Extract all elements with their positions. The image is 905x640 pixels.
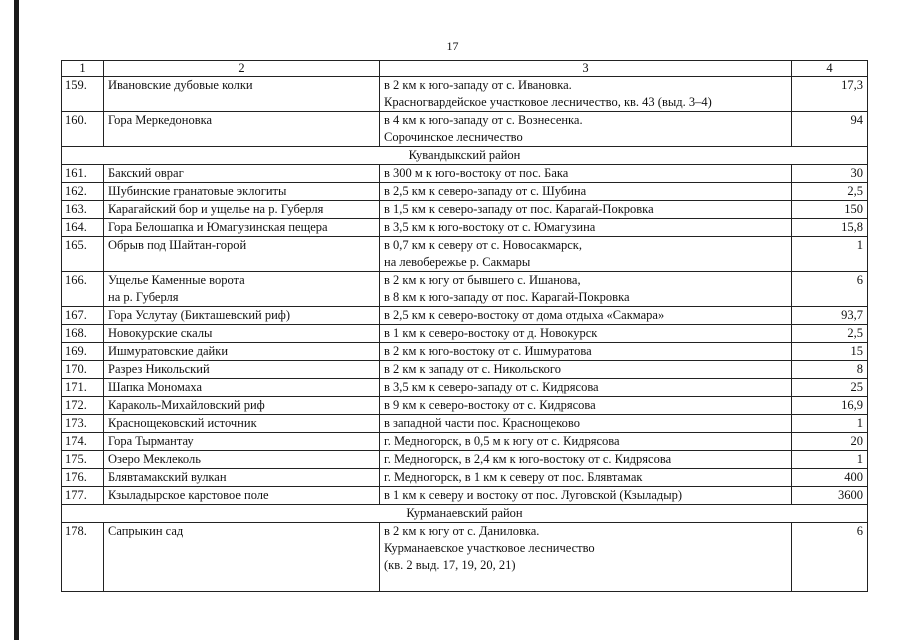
- row-number: 170.: [62, 361, 104, 379]
- row-number: 168.: [62, 325, 104, 343]
- location-description-cell: [380, 77, 792, 112]
- monument-name-cell: [104, 379, 380, 397]
- row-number: 178.: [62, 523, 104, 592]
- monument-name-cell: [104, 343, 380, 361]
- area-value: 93,7: [792, 307, 868, 325]
- location-description-cell: [380, 112, 792, 147]
- monument-name-cell: [104, 415, 380, 433]
- location-description-cell: [380, 343, 792, 361]
- area-value: 400: [792, 469, 868, 487]
- table-row: [62, 343, 868, 361]
- location-description-line: г. Медногорск, в 2,4 км к юго-востоку от с. Кидрясова: [384, 452, 672, 466]
- location-description-line: в 9 км к северо-востоку от с. Кидрясова: [384, 398, 596, 412]
- row-number: 172.: [62, 397, 104, 415]
- monument-name-cell: [104, 77, 380, 112]
- row-number: 173.: [62, 415, 104, 433]
- monument-name-cell: [104, 397, 380, 415]
- location-description-cell: [380, 325, 792, 343]
- table-row: [62, 237, 868, 272]
- area-value: 25: [792, 379, 868, 397]
- table-row: [62, 201, 868, 219]
- location-description-cell: [380, 201, 792, 219]
- monument-name-line: Кзыладырское карстовое поле: [108, 488, 269, 502]
- monument-name-cell: [104, 165, 380, 183]
- monument-name-cell: [104, 183, 380, 201]
- area-value: 1: [792, 415, 868, 433]
- monument-name-line: Ивановские дубовые колки: [108, 78, 253, 92]
- area-value: 2,5: [792, 325, 868, 343]
- location-description-cell: [380, 183, 792, 201]
- district-title: Курманаевский район: [62, 505, 868, 523]
- row-number: 167.: [62, 307, 104, 325]
- area-value: 17,3: [792, 77, 868, 112]
- row-number: 169.: [62, 343, 104, 361]
- row-number: 164.: [62, 219, 104, 237]
- area-value: 15: [792, 343, 868, 361]
- monument-name-cell: [104, 272, 380, 307]
- monument-name-cell: [104, 325, 380, 343]
- location-description-line: в 2 км к югу от бывшего с. Ишанова,: [384, 273, 581, 287]
- area-value: 6: [792, 523, 868, 592]
- location-description-cell: [380, 433, 792, 451]
- table-row: [62, 415, 868, 433]
- area-value: 2,5: [792, 183, 868, 201]
- table-row: [62, 361, 868, 379]
- area-value: 1: [792, 237, 868, 272]
- location-description-line: в западной части пос. Краснощеково: [384, 416, 580, 430]
- row-number: 162.: [62, 183, 104, 201]
- area-value: 3600: [792, 487, 868, 505]
- district-section-row: [62, 505, 868, 523]
- location-description-line: на левобережье р. Сакмары: [384, 255, 531, 269]
- location-description-cell: [380, 523, 792, 592]
- location-description-line: Красногвардейское участковое лесничество, кв. 43 (выд. 3–4): [384, 95, 712, 109]
- location-description-line: Сорочинское лесничество: [384, 130, 523, 144]
- table-row: [62, 397, 868, 415]
- location-description-cell: [380, 219, 792, 237]
- monument-name-line: Ущелье Каменные ворота: [108, 273, 245, 287]
- column-header: 4: [792, 61, 868, 77]
- row-number: 177.: [62, 487, 104, 505]
- row-number: 163.: [62, 201, 104, 219]
- column-header: 3: [380, 61, 792, 77]
- location-description-line: в 2 км к юго-западу от с. Ивановка.: [384, 78, 572, 92]
- table-row: [62, 379, 868, 397]
- location-description-line: г. Медногорск, в 0,5 м к югу от с. Кидрясова: [384, 434, 620, 448]
- monument-name-line: Краснощековский источник: [108, 416, 257, 430]
- location-description-line: в 1 км к северо-востоку от д. Новокурск: [384, 326, 598, 340]
- column-header: 2: [104, 61, 380, 77]
- district-title: Кувандыкский район: [62, 147, 868, 165]
- area-value: 150: [792, 201, 868, 219]
- monument-name-line: Гора Белошапка и Юмагузинская пещера: [108, 220, 328, 234]
- table-row: [62, 433, 868, 451]
- row-number: 160.: [62, 112, 104, 147]
- location-description-cell: [380, 415, 792, 433]
- location-description-cell: [380, 469, 792, 487]
- monument-name-line: Бакский овраг: [108, 166, 184, 180]
- table-row: [62, 451, 868, 469]
- location-description-line: в 2 км к западу от с. Никольского: [384, 362, 561, 376]
- table-row: [62, 165, 868, 183]
- monument-name-line: Гора Тырмантау: [108, 434, 194, 448]
- table-row: [62, 487, 868, 505]
- monument-name-cell: [104, 487, 380, 505]
- monument-name-line: на р. Губерля: [108, 290, 179, 304]
- table-row: [62, 77, 868, 112]
- area-value: 15,8: [792, 219, 868, 237]
- area-value: 94: [792, 112, 868, 147]
- monument-name-cell: [104, 451, 380, 469]
- monument-name-line: Обрыв под Шайтан-горой: [108, 238, 247, 252]
- monument-name-cell: [104, 469, 380, 487]
- monument-name-line: Гора Услутау (Бикташевский риф): [108, 308, 291, 322]
- area-value: 8: [792, 361, 868, 379]
- district-section-row: [62, 147, 868, 165]
- location-description-cell: [380, 361, 792, 379]
- location-description-line: в 1,5 км к северо-западу от пос. Карагай-Покровка: [384, 202, 654, 216]
- location-description-cell: [380, 379, 792, 397]
- table-row: [62, 469, 868, 487]
- location-description-line: в 4 км к юго-западу от с. Вознесенка.: [384, 113, 583, 127]
- row-number: 171.: [62, 379, 104, 397]
- location-description-line: в 3,5 км к северо-западу от с. Кидрясова: [384, 380, 599, 394]
- location-description-line: в 0,7 км к северу от с. Новосакмарск,: [384, 238, 582, 252]
- table-row: [62, 325, 868, 343]
- row-number: 161.: [62, 165, 104, 183]
- binder-edge: [14, 0, 19, 640]
- row-number: 166.: [62, 272, 104, 307]
- location-description-line: в 2 км к юго-востоку от с. Ишмуратова: [384, 344, 592, 358]
- table-row: [62, 112, 868, 147]
- monument-name-cell: [104, 112, 380, 147]
- monument-name-line: Карагайский бор и ущелье на р. Губерля: [108, 202, 324, 216]
- location-description-line: в 2 км к югу от с. Даниловка.: [384, 524, 540, 538]
- location-description-cell: [380, 237, 792, 272]
- row-number: 174.: [62, 433, 104, 451]
- location-description-line: в 8 км к юго-западу от пос. Карагай-Покровка: [384, 290, 630, 304]
- row-number: 165.: [62, 237, 104, 272]
- location-description-cell: [380, 451, 792, 469]
- location-description-line: г. Медногорск, в 1 км к северу от пос. Блявтамак: [384, 470, 643, 484]
- area-value: 6: [792, 272, 868, 307]
- monument-name-line: Гора Меркедоновка: [108, 113, 213, 127]
- monument-name-line: Шапка Мономаха: [108, 380, 203, 394]
- area-value: 30: [792, 165, 868, 183]
- area-value: 16,9: [792, 397, 868, 415]
- monument-name-cell: [104, 523, 380, 592]
- monument-name-line: Сапрыкин сад: [108, 524, 184, 538]
- table-row: [62, 272, 868, 307]
- location-description-line: в 2,5 км к северо-западу от с. Шубина: [384, 184, 587, 198]
- location-description-line: Курманаевское участковое лесничество: [384, 541, 595, 555]
- table-row: [62, 219, 868, 237]
- monument-name-cell: [104, 201, 380, 219]
- location-description-cell: [380, 397, 792, 415]
- monument-name-line: Блявтамакский вулкан: [108, 470, 227, 484]
- row-number: 159.: [62, 77, 104, 112]
- location-description-line: в 2,5 км к северо-востоку от дома отдыха «Сакмара»: [384, 308, 665, 322]
- row-number: 176.: [62, 469, 104, 487]
- monument-name-cell: [104, 361, 380, 379]
- area-value: 20: [792, 433, 868, 451]
- monument-name-cell: [104, 237, 380, 272]
- location-description-cell: [380, 487, 792, 505]
- monument-name-line: Разрез Никольский: [108, 362, 210, 376]
- row-number: 175.: [62, 451, 104, 469]
- monument-name-cell: [104, 433, 380, 451]
- location-description-line: в 1 км к северу и востоку от пос. Луговской (Кзыладыр): [384, 488, 683, 502]
- location-description-cell: [380, 307, 792, 325]
- monument-name-line: Караколь-Михайловский риф: [108, 398, 265, 412]
- natural-monuments-table: [61, 60, 868, 592]
- monument-name-line: Озеро Меклеколь: [108, 452, 201, 466]
- monument-name-line: Шубинские гранатовые эклогиты: [108, 184, 287, 198]
- location-description-line: в 3,5 км к юго-востоку от с. Юмагузина: [384, 220, 596, 234]
- monument-name-cell: [104, 219, 380, 237]
- monument-name-cell: [104, 307, 380, 325]
- table-row: [62, 183, 868, 201]
- monument-name-line: Новокурские скалы: [108, 326, 213, 340]
- location-description-cell: [380, 165, 792, 183]
- monument-name-line: Ишмуратовские дайки: [108, 344, 229, 358]
- table-header-row: [62, 61, 868, 77]
- page-number: 17: [446, 39, 459, 53]
- area-value: 1: [792, 451, 868, 469]
- column-header: 1: [62, 61, 104, 77]
- location-description-line: (кв. 2 выд. 17, 19, 20, 21): [384, 558, 516, 572]
- table-row: [62, 523, 868, 592]
- table-row: [62, 307, 868, 325]
- location-description-line: в 300 м к юго-востоку от пос. Бака: [384, 166, 569, 180]
- location-description-cell: [380, 272, 792, 307]
